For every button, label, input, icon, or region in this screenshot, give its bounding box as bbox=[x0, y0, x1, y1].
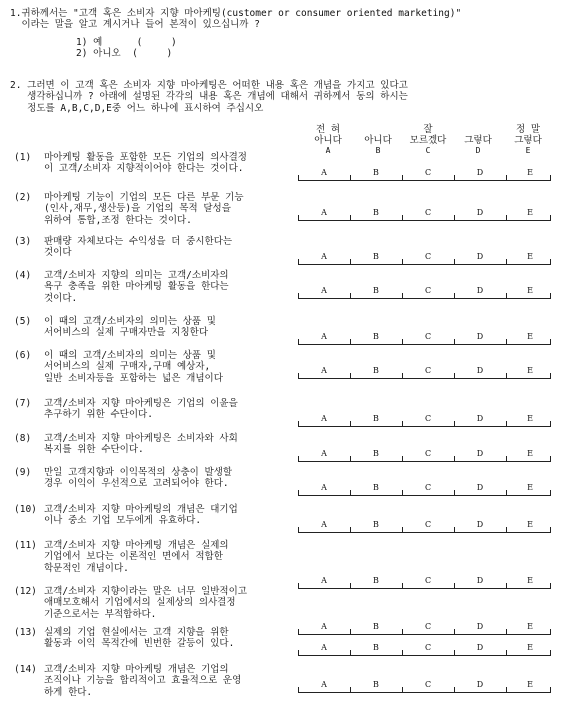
scale-header-C bbox=[402, 124, 454, 156]
scale-option-D[interactable]: D bbox=[476, 576, 484, 585]
scale-line bbox=[298, 180, 550, 181]
item-text-line: 서어비스의 실제 구매자,구매 예상자, bbox=[44, 361, 211, 373]
scale-option-D[interactable]: D bbox=[476, 449, 484, 458]
item-text-line: 활동과 이익 목적간에 빈번한 갈등이 있다. bbox=[44, 638, 235, 650]
scale-tick bbox=[402, 490, 403, 496]
rating-scale[interactable] bbox=[298, 485, 550, 497]
scale-tick bbox=[506, 215, 507, 221]
scale-option-E[interactable]: E bbox=[527, 576, 533, 585]
scale-tick bbox=[454, 339, 455, 345]
scale-line bbox=[298, 692, 550, 693]
item-text-line: 복지를 위한 수단이다. bbox=[44, 444, 144, 456]
scale-tick bbox=[402, 373, 403, 379]
scale-tick bbox=[506, 629, 507, 635]
scale-header-B bbox=[352, 124, 404, 156]
option-yes[interactable]: 1) 예 ( ) bbox=[76, 36, 177, 48]
scale-option-D[interactable]: D bbox=[476, 483, 484, 492]
item-text-line: 추구하기 위한 수단이다. bbox=[44, 409, 153, 421]
item-text bbox=[44, 627, 314, 650]
scale-tick bbox=[298, 175, 299, 181]
scale-header-letter: B bbox=[375, 146, 381, 156]
scale-tick bbox=[350, 215, 351, 221]
scale-tick bbox=[350, 650, 351, 656]
item-text bbox=[44, 152, 314, 175]
scale-tick bbox=[454, 373, 455, 379]
item-text bbox=[44, 270, 314, 304]
scale-option-B[interactable]: B bbox=[373, 643, 379, 652]
scale-option-D[interactable]: D bbox=[476, 286, 484, 295]
scale-tick bbox=[454, 456, 455, 462]
scale-tick bbox=[298, 490, 299, 496]
item-text bbox=[44, 398, 314, 421]
scale-option-C[interactable]: C bbox=[424, 286, 432, 295]
question-2-line: 생각하십니까 ? 아래에 설명된 각각의 내용 혹은 개념에 대해서 귀하께서 동의 하시는 bbox=[10, 91, 408, 103]
item-text-line: 경우 이익이 우선적으로 고려되어야 한다. bbox=[44, 478, 229, 490]
scale-tick bbox=[506, 293, 507, 299]
item-text-line: 고객/소비자 지향 마아케팅은 소비자와 사회 bbox=[44, 433, 238, 444]
item-number: (11) bbox=[14, 540, 37, 551]
item-text-line: 고객/소비자 지향 마아케팅은 기업의 이윤을 bbox=[44, 398, 238, 409]
scale-line bbox=[298, 495, 550, 496]
item-text-line: 고객/소비자 지향 마아케팅 개념은 실제의 bbox=[44, 540, 229, 551]
scale-option-C[interactable]: C bbox=[424, 680, 432, 689]
scale-option-A[interactable]: A bbox=[321, 449, 327, 458]
scale-option-E[interactable]: E bbox=[527, 622, 533, 631]
scale-tick bbox=[402, 527, 403, 533]
scale-option-A[interactable]: A bbox=[321, 520, 327, 529]
scale-option-E[interactable]: E bbox=[527, 252, 533, 261]
scale-line bbox=[298, 264, 550, 265]
scale-tick bbox=[550, 373, 551, 379]
scale-header-letter: E bbox=[525, 146, 531, 156]
item-text-line: 마아케팅 활동을 포함한 모든 기업의 의사결정 bbox=[44, 152, 247, 163]
scale-line bbox=[298, 655, 550, 656]
scale-option-C[interactable]: C bbox=[424, 332, 432, 341]
scale-option-D[interactable]: D bbox=[476, 208, 484, 217]
scale-tick bbox=[550, 421, 551, 427]
scale-header-line bbox=[452, 124, 504, 135]
scale-option-C[interactable]: C bbox=[424, 622, 432, 631]
rating-scale[interactable] bbox=[298, 210, 550, 222]
item-number: (8) bbox=[14, 433, 32, 444]
scale-line bbox=[298, 461, 550, 462]
question-1-line: 1.귀하께서는 "고객 혹은 소비자 지향 마아케팅(customer or consumer oriented marketing)" bbox=[10, 8, 462, 19]
item-text-line: 이 고객/소비자 지향적이어야 한다는 것이다. bbox=[44, 163, 244, 175]
scale-tick bbox=[350, 373, 351, 379]
scale-tick bbox=[350, 456, 351, 462]
scale-tick bbox=[402, 456, 403, 462]
item-text-line: 만일 고객지향과 이익목적의 상충이 발생할 bbox=[44, 467, 233, 478]
scale-tick bbox=[350, 687, 351, 693]
item-text-line: 고객/소비자 지향 마아케팅 개념은 기업의 bbox=[44, 664, 229, 675]
item-number: (12) bbox=[14, 586, 37, 597]
scale-tick bbox=[350, 629, 351, 635]
scale-option-A[interactable]: A bbox=[321, 332, 327, 341]
rating-scale[interactable] bbox=[298, 624, 550, 636]
scale-tick bbox=[402, 629, 403, 635]
scale-tick bbox=[298, 456, 299, 462]
scale-tick bbox=[506, 490, 507, 496]
scale-tick bbox=[506, 583, 507, 589]
scale-option-D[interactable]: D bbox=[476, 520, 484, 529]
option-no[interactable]: 2) 아니오 ( ) bbox=[76, 48, 173, 60]
scale-tick bbox=[298, 687, 299, 693]
item-text bbox=[44, 540, 314, 574]
item-number: (5) bbox=[14, 316, 32, 327]
scale-option-B[interactable]: B bbox=[373, 520, 379, 529]
scale-tick bbox=[298, 373, 299, 379]
scale-option-E[interactable]: E bbox=[527, 366, 533, 375]
scale-tick bbox=[350, 293, 351, 299]
scale-option-E[interactable]: E bbox=[527, 483, 533, 492]
scale-option-C[interactable]: C bbox=[424, 576, 432, 585]
scale-tick bbox=[298, 215, 299, 221]
scale-tick bbox=[550, 629, 551, 635]
scale-option-A[interactable]: A bbox=[321, 680, 327, 689]
scale-tick bbox=[506, 527, 507, 533]
item-number: (4) bbox=[14, 270, 32, 281]
scale-option-D[interactable]: D bbox=[476, 414, 484, 423]
scale-tick bbox=[298, 527, 299, 533]
item-number: (2) bbox=[14, 192, 32, 203]
scale-option-E[interactable]: E bbox=[527, 680, 533, 689]
item-text bbox=[44, 316, 314, 339]
scale-option-E[interactable]: E bbox=[527, 643, 533, 652]
scale-option-E[interactable]: E bbox=[527, 449, 533, 458]
scale-tick bbox=[454, 293, 455, 299]
scale-tick bbox=[454, 629, 455, 635]
scale-header bbox=[300, 124, 562, 160]
scale-tick bbox=[298, 339, 299, 345]
rating-scale[interactable] bbox=[298, 170, 550, 182]
scale-tick bbox=[402, 583, 403, 589]
scale-line bbox=[298, 426, 550, 427]
scale-option-E[interactable]: E bbox=[527, 168, 533, 177]
item-text-line: 욕구 충족을 위한 마아케팅 활동을 한다는 bbox=[44, 281, 229, 293]
scale-header-line: 정 말 bbox=[515, 124, 541, 135]
item-text-line: 위하여 통합,조정 한다는 것이다. bbox=[44, 214, 192, 226]
scale-option-C[interactable]: C bbox=[424, 366, 432, 375]
item-text bbox=[44, 236, 314, 259]
scale-option-A[interactable]: A bbox=[321, 576, 327, 585]
rating-scale[interactable] bbox=[298, 522, 550, 534]
scale-tick bbox=[454, 527, 455, 533]
scale-tick bbox=[454, 259, 455, 265]
scale-option-B[interactable]: B bbox=[373, 680, 379, 689]
scale-option-E[interactable]: E bbox=[527, 286, 533, 295]
scale-option-B[interactable]: B bbox=[373, 449, 379, 458]
scale-line bbox=[298, 220, 550, 221]
scale-option-A[interactable]: A bbox=[321, 366, 327, 375]
question-2-line: 정도를 A,B,C,D,E중 어느 하나에 표시하여 주십시오 bbox=[10, 102, 264, 114]
item-text-line: 판매량 자체보다는 수익성을 더 중시한다는 bbox=[44, 236, 233, 247]
scale-tick bbox=[506, 339, 507, 345]
scale-option-E[interactable]: E bbox=[527, 208, 533, 217]
scale-tick bbox=[402, 421, 403, 427]
scale-tick bbox=[298, 259, 299, 265]
scale-tick bbox=[550, 490, 551, 496]
scale-tick bbox=[550, 293, 551, 299]
question-2 bbox=[10, 80, 565, 114]
scale-option-C[interactable]: C bbox=[424, 252, 432, 261]
item-text bbox=[44, 664, 314, 698]
scale-option-A[interactable]: A bbox=[321, 168, 327, 177]
item-text-line: 고객/소비자 지향 마아케팅의 개념은 대기업 bbox=[44, 504, 238, 515]
item-number: (14) bbox=[14, 664, 37, 675]
rating-scale[interactable] bbox=[298, 254, 550, 266]
scale-option-D[interactable]: D bbox=[476, 168, 484, 177]
scale-option-B[interactable]: B bbox=[373, 414, 379, 423]
scale-tick bbox=[550, 456, 551, 462]
item-text bbox=[44, 504, 314, 527]
scale-tick bbox=[506, 687, 507, 693]
scale-header-E bbox=[502, 124, 554, 156]
scale-option-B[interactable]: B bbox=[373, 366, 379, 375]
scale-tick bbox=[350, 583, 351, 589]
scale-header-line: 잘 bbox=[423, 124, 433, 135]
scale-tick bbox=[454, 650, 455, 656]
scale-header-line: 전 혀 bbox=[315, 124, 341, 135]
scale-tick bbox=[550, 687, 551, 693]
item-text-line: 것이다. bbox=[44, 292, 78, 304]
scale-tick bbox=[550, 215, 551, 221]
item-text bbox=[44, 467, 314, 490]
scale-tick bbox=[402, 339, 403, 345]
scale-option-A[interactable]: A bbox=[321, 252, 327, 261]
item-number: (6) bbox=[14, 350, 32, 361]
scale-tick bbox=[454, 215, 455, 221]
scale-tick bbox=[350, 259, 351, 265]
scale-option-D[interactable]: D bbox=[476, 643, 484, 652]
scale-tick bbox=[402, 687, 403, 693]
item-text-line: 하게 한다. bbox=[44, 686, 93, 698]
item-text-line: 것이다 bbox=[44, 247, 72, 259]
scale-header-D bbox=[452, 124, 504, 156]
item-number: (9) bbox=[14, 467, 32, 478]
scale-tick bbox=[550, 175, 551, 181]
scale-tick bbox=[350, 421, 351, 427]
scale-tick bbox=[550, 650, 551, 656]
rating-scale[interactable] bbox=[298, 682, 550, 694]
scale-option-A[interactable]: A bbox=[321, 286, 327, 295]
scale-tick bbox=[350, 175, 351, 181]
rating-scale[interactable] bbox=[298, 645, 550, 657]
question-1 bbox=[10, 8, 565, 60]
scale-tick bbox=[298, 421, 299, 427]
scale-tick bbox=[454, 175, 455, 181]
scale-option-B[interactable]: B bbox=[373, 576, 379, 585]
scale-tick bbox=[506, 421, 507, 427]
scale-tick bbox=[298, 650, 299, 656]
item-text bbox=[44, 192, 314, 226]
scale-tick bbox=[506, 175, 507, 181]
item-number: (7) bbox=[14, 398, 32, 409]
item-text-line: 이 때의 고객/소비자의 의미는 상품 및 bbox=[44, 350, 216, 361]
scale-header-letter: D bbox=[475, 146, 481, 156]
scale-tick bbox=[402, 175, 403, 181]
scale-option-B[interactable]: B bbox=[373, 252, 379, 261]
scale-header-line: 모르겠다 bbox=[409, 135, 447, 146]
scale-header-letter: A bbox=[325, 146, 331, 156]
scale-header-line: 그렇다 bbox=[514, 135, 542, 146]
scale-tick bbox=[350, 339, 351, 345]
item-text bbox=[44, 433, 314, 456]
item-text-line: 고객/소비자 지향이라는 말은 너무 일반적이고 bbox=[44, 586, 247, 597]
scale-option-A[interactable]: A bbox=[321, 414, 327, 423]
scale-tick bbox=[550, 339, 551, 345]
scale-option-D[interactable]: D bbox=[476, 252, 484, 261]
scale-option-B[interactable]: B bbox=[373, 168, 379, 177]
item-text-line: 이 때의 고객/소비자의 의미는 상품 및 bbox=[44, 316, 216, 327]
scale-option-B[interactable]: B bbox=[373, 622, 379, 631]
scale-tick bbox=[454, 687, 455, 693]
scale-header-line: 그렇다 bbox=[464, 135, 492, 146]
rating-scale[interactable] bbox=[298, 416, 550, 428]
item-text-line: 기업에서 보다는 이론적인 면에서 적합한 bbox=[44, 551, 223, 563]
scale-option-E[interactable]: E bbox=[527, 520, 533, 529]
scale-tick bbox=[298, 293, 299, 299]
item-text-line: 애매모호해서 기업에서의 실제상의 의사결정 bbox=[44, 597, 236, 609]
rating-scale[interactable] bbox=[298, 368, 550, 380]
scale-option-C[interactable]: C bbox=[424, 520, 432, 529]
scale-option-A[interactable]: A bbox=[321, 622, 327, 631]
item-text-line: 이나 중소 기업 모두에게 유효하다. bbox=[44, 515, 202, 527]
rating-scale[interactable] bbox=[298, 288, 550, 300]
scale-line bbox=[298, 634, 550, 635]
scale-option-E[interactable]: E bbox=[527, 332, 533, 341]
scale-option-A[interactable]: A bbox=[321, 483, 327, 492]
rating-scale[interactable] bbox=[298, 334, 550, 346]
scale-tick bbox=[402, 293, 403, 299]
item-text-line: 고객/소비자 지향의 의미는 고객/소비자의 bbox=[44, 270, 229, 281]
question-2-line: 2. 그러면 이 고객 혹은 소비자 지향 마아케팅은 어떠한 내용 혹은 개념을 가지고 있다고 bbox=[10, 80, 408, 91]
item-text-line: (인사,재무,생산등)을 기업의 목적 달성을 bbox=[44, 203, 231, 215]
scale-option-C[interactable]: C bbox=[424, 414, 432, 423]
scale-tick bbox=[550, 583, 551, 589]
rating-scale[interactable] bbox=[298, 578, 550, 590]
scale-option-C[interactable]: C bbox=[424, 643, 432, 652]
item-text-line: 조직이나 기능을 합리적이고 효율적으로 운영 bbox=[44, 675, 242, 687]
scale-header-line: 아니다 bbox=[364, 135, 392, 146]
scale-tick bbox=[506, 259, 507, 265]
scale-line bbox=[298, 532, 550, 533]
scale-line bbox=[298, 588, 550, 589]
scale-line bbox=[298, 378, 550, 379]
item-number: (13) bbox=[14, 627, 37, 638]
scale-line bbox=[298, 298, 550, 299]
scale-tick bbox=[454, 583, 455, 589]
item-text-line: 마아케팅 기능이 기업의 모든 다른 부문 기능 bbox=[44, 192, 244, 203]
scale-header-line: 아니다 bbox=[314, 135, 342, 146]
item-text bbox=[44, 350, 314, 384]
scale-option-D[interactable]: D bbox=[476, 622, 484, 631]
scale-header-letter: C bbox=[425, 146, 431, 156]
rating-scale[interactable] bbox=[298, 451, 550, 463]
item-text-line: 서어비스의 실제 구매자만을 지칭한다 bbox=[44, 327, 208, 339]
scale-tick bbox=[550, 259, 551, 265]
item-text-line: 학문적인 개념이다. bbox=[44, 562, 129, 574]
scale-option-C[interactable]: C bbox=[424, 168, 432, 177]
item-number: (3) bbox=[14, 236, 32, 247]
scale-tick bbox=[350, 490, 351, 496]
scale-tick bbox=[506, 373, 507, 379]
scale-tick bbox=[506, 456, 507, 462]
item-text-line: 일반 소비자등을 포함하는 넓은 개념이다 bbox=[44, 372, 223, 384]
scale-tick bbox=[402, 650, 403, 656]
item-text-line: 기준으로서는 부적합하다. bbox=[44, 608, 157, 620]
scale-option-B[interactable]: B bbox=[373, 332, 379, 341]
scale-option-D[interactable]: D bbox=[476, 366, 484, 375]
scale-option-C[interactable]: C bbox=[424, 449, 432, 458]
scale-tick bbox=[402, 215, 403, 221]
scale-option-C[interactable]: C bbox=[424, 483, 432, 492]
scale-option-A[interactable]: A bbox=[321, 643, 327, 652]
scale-tick bbox=[550, 527, 551, 533]
scale-tick bbox=[350, 527, 351, 533]
item-number: (1) bbox=[14, 152, 32, 163]
item-text-line: 실제의 기업 현실에서는 고객 지향을 위한 bbox=[44, 627, 229, 638]
scale-tick bbox=[454, 490, 455, 496]
scale-header-line bbox=[352, 124, 404, 135]
scale-option-B[interactable]: B bbox=[373, 483, 379, 492]
item-text bbox=[44, 586, 314, 620]
question-1-options bbox=[76, 37, 565, 60]
scale-tick bbox=[506, 650, 507, 656]
scale-option-D[interactable]: D bbox=[476, 332, 484, 341]
scale-option-C[interactable]: C bbox=[424, 208, 432, 217]
scale-option-B[interactable]: B bbox=[373, 286, 379, 295]
scale-option-A[interactable]: A bbox=[321, 208, 327, 217]
scale-tick bbox=[454, 421, 455, 427]
scale-tick bbox=[402, 259, 403, 265]
scale-line bbox=[298, 344, 550, 345]
question-1-line: 이라는 말을 알고 계시거나 들어 본적이 있으십니까 ? bbox=[10, 19, 260, 31]
scale-option-D[interactable]: D bbox=[476, 680, 484, 689]
scale-option-B[interactable]: B bbox=[373, 208, 379, 217]
item-number: (10) bbox=[14, 504, 37, 515]
scale-option-E[interactable]: E bbox=[527, 414, 533, 423]
